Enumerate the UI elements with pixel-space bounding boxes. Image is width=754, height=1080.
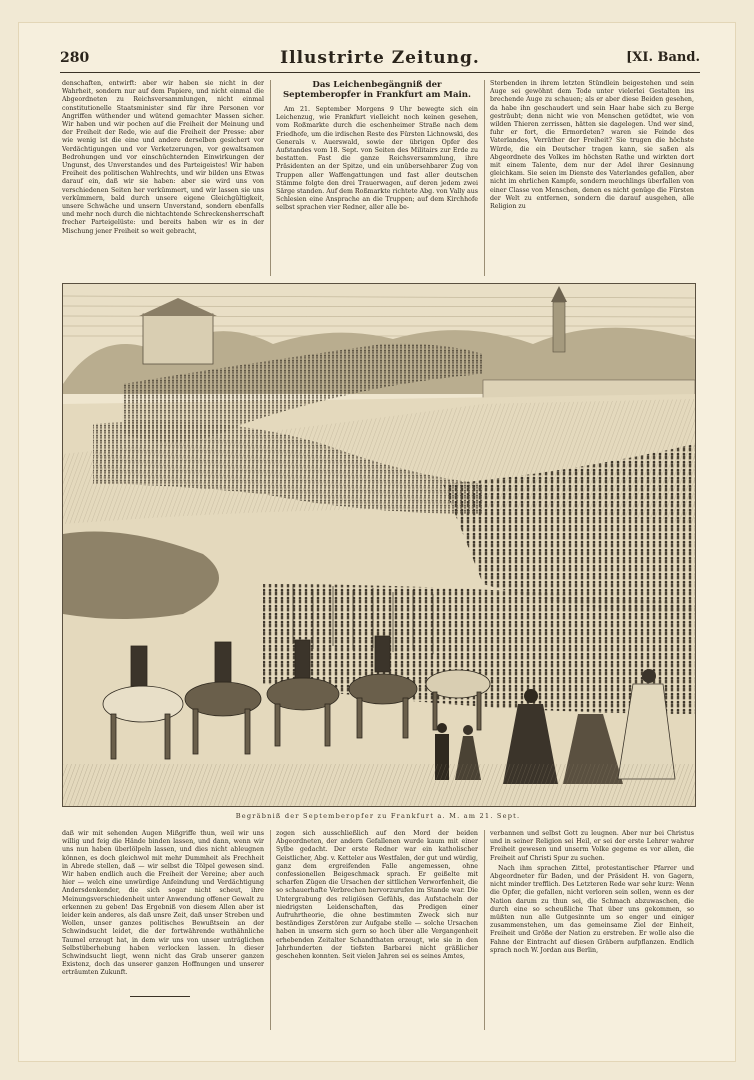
top-column-2: [276, 80, 478, 278]
bottom-column-1: [62, 830, 264, 1000]
engraving-funeral-procession: [62, 283, 696, 807]
top-column-1: [62, 80, 264, 278]
bottom-column-2: [276, 830, 478, 1030]
villa: [143, 314, 213, 364]
paragraph: denschaften, entwirft: aber wir haben sie nicht in der Wahrheit, sondern nur auf dem Papiere, und nicht einmal die Abgeordneten zu Reichsversammlungen, nicht einmal constitutionelle Staatsminister sind für ihre Personen vor Angriffen wüthender und wütend gemachter Massen sicher. Wir haben und wir pochen auf die Freiheit der Meinung und der Freiheit der Rede, wie auf die Freiheit der Presse: aber wie wenig ist die eine und andere derselben gesichert vor Verdächtigungen und vor Verketzerungen, vor gewaltsamen Bedrohungen und vor einschüchternden Einwirkungen der Ungunst, des Unverstandes und des Parteigeistes! Wir haben Freiheit des politischen Wahlrechts, und wir bilden uns Etwas darauf ein, daß wir sie haben: aber sie wird uns von verschiedenen Seiten her verkümmert, und wir lassen sie uns verkümmern, bald durch unsere eigene Gleichgültigkeit, unsere Schwäche und unsern Unverstand, sondern ebenfalls und mehr noch durch die nichtachtende Schreckensherrschaft frecher Parteigelüste: und bereits haben wir es in der Mischung jener Freiheit so weit gebracht,: [62, 80, 264, 235]
volume-label: [XI. Band.: [626, 50, 700, 65]
article-title: Das Leichenbegängniß der Septemberopfer in Frankfurt am Main.: [282, 80, 472, 100]
engraving-caption: Begräbniß der Septemberopfer zu Frankfurt a. M. am 21. Sept.: [235, 812, 521, 820]
top-column-3: [490, 80, 694, 278]
paragraph: Am 21. September Morgens 9 Uhr bewegte sich ein Leichenzug, wie Frankfurt vielleicht noch keinen gesehen, vom Roßmarkte durch die eschenheimer Straße nach dem Friedhofe, um die irdischen Reste des Fürsten Lichnowski, des Generals v. Auerswald, sowie der übrigen Opfer des Aufstandes vom 18. Sept. von Seiten des Militairs zur Erde zu bestatten. Fast die ganze Reichsversammlung, ihre Präsidenten an der Spitze, und ein unübersehbarer Zug von Truppen aller Waffengattungen und fast aller deutschen Stämme folgte den drei Trauerwagen, auf deren jedem zwei Särge standen. Auf dem Roßmarkte richtete Abg. von Vally aus Schlesien eine Ansprache an die Truppen; auf dem Kirchhofe selbst sprachen vier Redner, aller alle be-: [276, 106, 478, 212]
ground-hatching: [63, 764, 695, 806]
column-divider: [270, 80, 271, 276]
column-divider: [484, 830, 485, 1030]
paragraph: Nach ihm sprachen Zittel, protestantischer Pfarrer und Abgeordneter für Baden, und der Präsident H. von Gagern, nicht minder trefflich. Des Letzteren Rede war sehr kurz: Wenn die Opfer, die gefallen, nicht verloren sein sollen, wenn es der Nation darum zu thun sei, die Schmach abzuwaschen, die durch eine so scheußliche That über uns gekommen, so müßten nun alle Gutgesinnte um so enger und einiger zusammenstehen, um das gemeinsame Ziel der Einheit, Freiheit und Größe der Nation zu erstreben. Er wolle also die Fahne der Eintracht auf diesen Gräbern aufpflanzen. Endlich sprach noch W. Jordan aus Berlin,: [490, 864, 694, 954]
church-tower: [553, 302, 565, 352]
column-divider: [270, 830, 271, 1030]
paragraph: Sterbenden in ihrem letzten Stündlein beigestehen und sein Auge sei gewöhnt dem Tode unter vielerlei Gestalten ins brechende Auge zu schauen; als er aber diese Beiden gesehen, da habe ihn geschaudert und sein Haar habe sich zu Berge gesträubt; denn nicht wie von Menschen getödtet, wie von wilden Thieren zerrissen, hätten sie dagelegen. Und wer sind, fuhr er fort, die Ermordeten? waren sie Feinde des Vaterlandes, Verräther der Freiheit? Sie trugen die höchste Würde, die ein Deutscher tragen kann, sie saßen als Abgeordnete des Volkes im höchsten Rathe und wirkten dort mit einem Talente, dem nur der Adel ihrer Gesinnung gleichkam. Sie seien im Dienste des Vaterlandes gefallen, aber nicht im ehrlichen Kampfe, sondern meuchlings überfallen von einer Classe von Menschen, denen es nicht genüge die Fürsten der Welt zu entfernen, sondern die darauf ausgehen, alle Religion zu: [490, 80, 694, 211]
journal-title: Illustrirte Zeitung.: [280, 48, 480, 68]
paragraph: zogen sich ausschließlich auf den Mord der beiden Abgeordneten, der andern Gefallenen wurde kaum mit einer Sylbe gedacht. Der erste Redner war ein katholischer Geistlicher, Abg. v. Ketteler aus Westfalen, der gut und würdig, ganz dem ergreifenden Falle angemessen, ohne confessionellen Beigeschmack sprach. Er geißelte mit scharfen Zügen die Ursachen der sittlichen Verworfenheit, die so schauerhafte Verbrechen hervorzurufen im Stande war. Die Untergrabung des religiösen Gefühls, das Aufstacheln der niedrigsten Leidenschaften, das Predigen einer Aufruhrtheorie, die ohne bestimmten Zweck sich nur beständiges Zerstören zur Aufgabe stelle — solche Ursachen haben in unserm sich gern so hoch über alle Vergangenheit erhebenden Zeitalter Schandthaten erzeugt, wie sie in den Jahrhunderten der tiefsten Barbarei nicht gräßlicher geschehen konnten. Seit vielen Jahren sei es seines Amtes,: [276, 830, 478, 961]
page-number: 280: [60, 50, 90, 66]
bottom-column-3: [490, 830, 694, 1030]
column-divider: [484, 80, 485, 276]
section-end-rule: [130, 996, 190, 997]
paragraph: daß wir mit sehenden Augen Mißgriffe thun, weil wir uns willig und feig die Hände binden lassen, und dann, wenn wir uns nun haben überlölpeln lassen, und dies nicht ableugnen können, es doch gleichwol mit mehr Dummheit als Frechheit in Abrede stellen, daß — wir selbst die Tölpel gewesen sind. Wir haben endlich auch die Freiheit der Vereine; aber auch hier — welch eine unwürdige Anfeindung und Verdächtigung Andersdenkender, die sich sogar nicht scheut, ihre Meinungsverschiedenheit unter Anwendung offener Gewalt zu erkennen zu geben! Das Ergebniß von diesem Allen aber ist leider kein anderes, als daß unsre Zeit, daß unser Streben und Wollen, unser ganzes politisches Bewußtsein an der Schwindsucht leidet, die der fortwährende wuthähnliche Taumel erzeugt hat, in dem wir uns von unser unträglichen Selbstüberhebung haben verlocken lassen. In dieser Schwindsucht liegt, wenn nicht das Grab unserer ganzen Existenz, doch das unserer ganzen Hoffnungen und unserer erträumten Zukunft.: [62, 830, 264, 977]
engraving-drawing: [63, 284, 695, 806]
paragraph: verbannen und selbst Gott zu leugnen. Aber nur bei Christus und in seiner Religion sei Heil, er sei der erste Lehrer wahrer Freiheit gewesen und unserm Volke gegeme es vor allen, die Freiheit auf Christi Spur zu suchen.: [490, 830, 694, 862]
page-header: [60, 48, 700, 73]
